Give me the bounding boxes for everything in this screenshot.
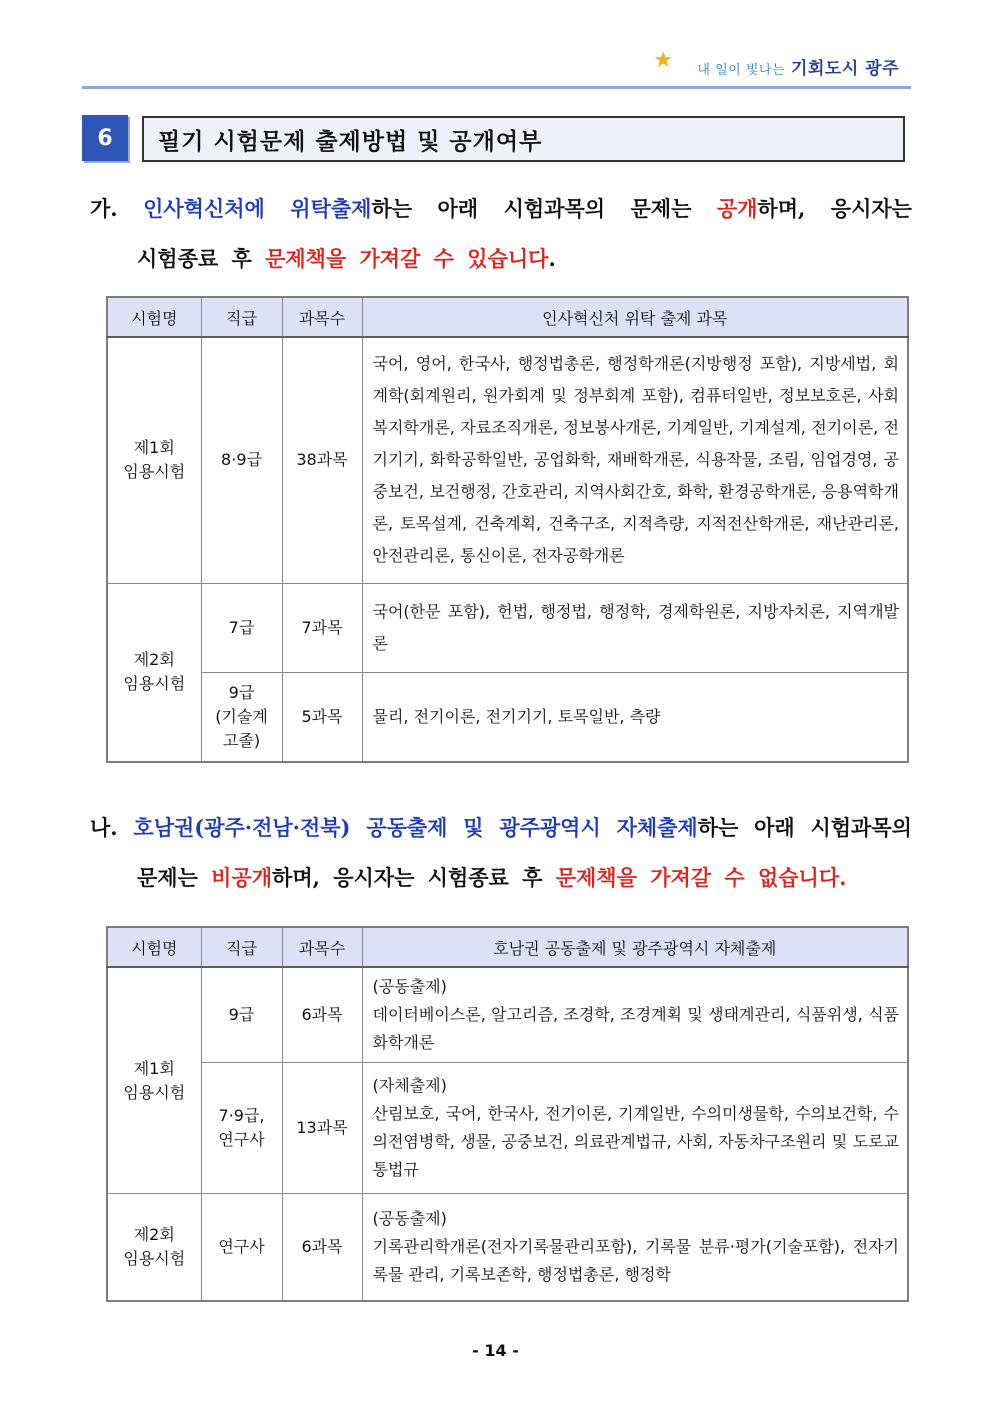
table-row [107, 337, 908, 583]
para-b-word: 및 [463, 815, 484, 840]
logo-text [697, 54, 899, 79]
table-row [107, 1063, 908, 1194]
section-number: 6 [82, 115, 128, 161]
logo-slogan: 내 일이 빛나는 [697, 62, 786, 78]
para-b-word: 호남권(광주·전남·전북) [133, 815, 351, 840]
col-exam: 시험명 [107, 927, 201, 967]
table-row [107, 967, 908, 1063]
para-a-word: 위탁출제하는 [290, 196, 413, 221]
exam-type: (자체출제) [372, 1076, 447, 1095]
subject-list: 산림보호, 국어, 한국사, 전기이론, 기계일반, 수의미생물학, 수의보건학, 수의전염병학, 생물, 공중보건, 의료관계법규, 사회, 자동차구조원리 및 도로교통법규 [372, 1104, 899, 1179]
subject-count: 13과목 [282, 1063, 362, 1194]
grade: 8·9급 [201, 337, 282, 583]
para-b-word: 광주광역시 [499, 815, 601, 840]
subject-count: 38과목 [282, 337, 362, 583]
col-grade: 직급 [201, 927, 282, 967]
grade: 9급 (기술계 고졸) [201, 672, 282, 762]
subject-list: 기록관리학개론(전자기록물관리포함), 기록물 분류·평가(기술포함), 전자기록물 관리, 기록보존학, 행정법총론, 행정학 [372, 1236, 899, 1284]
col-exam: 시험명 [107, 297, 201, 337]
page-number: - 14 - [472, 1341, 519, 1360]
exam-name: 제2회 임용시험 [107, 1194, 201, 1301]
exam-name: 제1회 임용시험 [107, 967, 201, 1194]
exam-type: (공동출제) [372, 977, 447, 996]
para-a-word: 시험과목의 [503, 196, 606, 221]
para-b-word: 시험과목의 [810, 815, 912, 840]
subject-list: 국어(한문 포함), 헌법, 행정법, 행정학, 경제학원론, 지방자치론, 지역개발론 [362, 583, 908, 672]
subject-list: 데이터베이스론, 알고리즘, 조경학, 조경계획 및 생태계관리, 식품위생, 식품화학개론 [372, 1005, 899, 1052]
paragraph-a-line1 [90, 193, 912, 223]
para-a-word: 인사혁신처에 [143, 196, 265, 221]
city-logo [635, 50, 899, 82]
paragraph-b-line1 [90, 812, 912, 842]
para-b-word: 아래 [754, 815, 795, 840]
grade: 연구사 [201, 1194, 282, 1301]
col-grade: 직급 [201, 297, 282, 337]
table-regional-subjects [106, 926, 909, 1302]
subject-cell [362, 1063, 908, 1194]
exam-name: 제1회 임용시험 [107, 337, 201, 583]
subject-list: 물리, 전기이론, 전기기기, 토목일반, 측량 [362, 672, 908, 762]
para-a-word: 공개하며, [716, 196, 806, 221]
subject-cell [362, 1194, 908, 1301]
para-b-word: 자체출제하는 [616, 815, 739, 840]
para-b-marker: 나. [90, 815, 118, 840]
table-row [107, 672, 908, 762]
table-commissioned-subjects [106, 296, 909, 763]
table-header-row [107, 927, 908, 967]
col-count: 과목수 [282, 297, 362, 337]
grade: 9급 [201, 967, 282, 1063]
star-icon: ★ [653, 48, 674, 73]
table-row [107, 583, 908, 672]
logo-name: 기회도시 광주 [791, 58, 899, 79]
para-a-word: 아래 [437, 196, 479, 221]
exam-type: (공동출제) [372, 1208, 447, 1228]
paragraph-a-line2: 시험종료 후 문제책을 가져갈 수 있습니다. [137, 246, 556, 271]
subject-cell [362, 967, 908, 1063]
subject-count: 7과목 [282, 583, 362, 672]
logo-mark [635, 48, 691, 80]
header-rule [82, 86, 911, 89]
subject-count: 5과목 [282, 672, 362, 762]
subject-count: 6과목 [282, 1194, 362, 1301]
exam-name: 제2회 임용시험 [107, 583, 201, 762]
col-subjects: 호남권 공동출제 및 광주광역시 자체출제 [362, 927, 908, 967]
subject-list: 국어, 영어, 한국사, 행정법총론, 행정학개론(지방행정 포함), 지방세법, 회계학(회계원리, 원가회계 및 정부회계 포함), 컴퓨터일반, 정보보호론, 사회복지학개론, 자료조직개론, 정보봉사개론, 기계일반, 기계설계, 전기이론, 전기기기, 화학공학일반, 공업화학, 재배학개론, 식용작물, 조림, 임업경영, 공중보건, 보건행정, 간호관리, 지역사회간호, 화학, 환경공학개론, 응용역학개론, 토목설계, 건축계획, 건축구조, 지적측량, 지적전산학개론, 재난관리론, 안전관리론, 통신이론, 전자공학개론 [362, 337, 908, 583]
grade: 7·9급, 연구사 [201, 1063, 282, 1194]
grade: 7급 [201, 583, 282, 672]
section-title: 필기 시험문제 출제방법 및 공개여부 [142, 116, 905, 162]
col-count: 과목수 [282, 927, 362, 967]
subject-count: 6과목 [282, 967, 362, 1063]
para-a-word: 응시자는 [830, 196, 912, 221]
table-header-row [107, 297, 908, 337]
col-subjects: 인사혁신처 위탁 출제 과목 [362, 297, 908, 337]
paragraph-b-line2: 문제는 비공개하며, 응시자는 시험종료 후 문제책을 가져갈 수 없습니다. [137, 865, 847, 890]
para-a-marker: 가. [90, 196, 118, 221]
table-row [107, 1194, 908, 1301]
para-b-word: 공동출제 [366, 815, 448, 840]
para-a-word: 문제는 [630, 196, 692, 221]
